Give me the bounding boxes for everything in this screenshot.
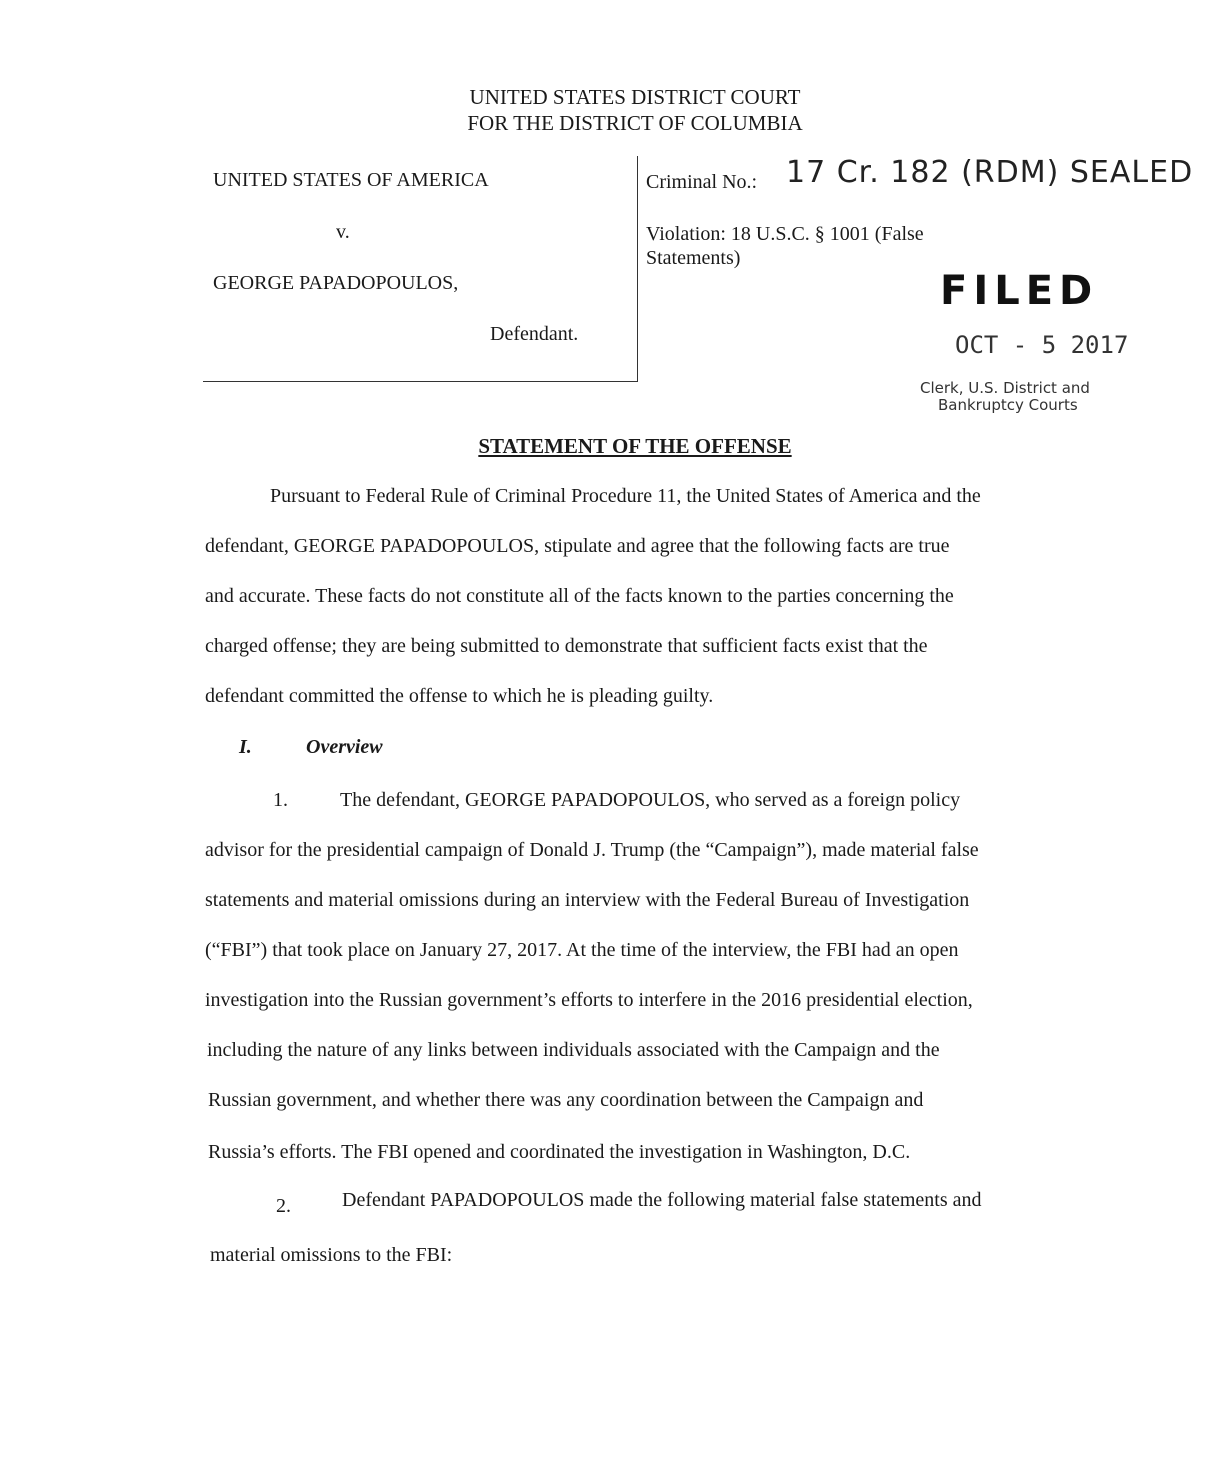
para2-line: material omissions to the FBI: (210, 1244, 453, 1266)
document-heading: STATEMENT OF THE OFFENSE (478, 434, 792, 458)
para1-line: Russian government, and whether there was any coordination between the Campaign and (208, 1089, 924, 1111)
violation-line2: Statements) (646, 247, 741, 269)
para1-line: investigation into the Russian government’s efforts to interfere in the 2016 presidential election, (205, 989, 973, 1011)
intro-line: charged offense; they are being submitted to demonstrate that sufficient facts exist that the (205, 635, 928, 657)
filed-stamp-clerk-line2: Bankruptcy Courts (938, 396, 1078, 414)
para2-line: Defendant PAPADOPOULOS made the following material false statements and (342, 1189, 982, 1211)
para1-line: statements and material omissions during an interview with the Federal Bureau of Investigation (205, 889, 970, 911)
intro-line: and accurate. These facts do not constitute all of the facts known to the parties concerning the (205, 585, 954, 607)
section-number: I. (239, 736, 252, 758)
para1-line: advisor for the presidential campaign of Donald J. Trump (the “Campaign”), made material false (205, 839, 979, 861)
caption-defendant-name: GEORGE PAPADOPOULOS, (213, 272, 459, 294)
caption-versus: v. (336, 221, 350, 243)
filed-stamp-clerk-line1: Clerk, U.S. District and (920, 379, 1090, 397)
para2-number: 2. (276, 1195, 291, 1217)
caption-defendant-label: Defendant. (490, 323, 579, 345)
section-title: Overview (306, 736, 383, 758)
filed-stamp: FILED (940, 268, 1099, 314)
court-title-line2: FOR THE DISTRICT OF COLUMBIA (467, 111, 803, 135)
intro-line: defendant committed the offense to which he is pleading guilty. (205, 685, 714, 707)
para1-number: 1. (273, 789, 288, 811)
intro-line: Pursuant to Federal Rule of Criminal Procedure 11, the United States of America and the (270, 485, 981, 507)
intro-line: defendant, GEORGE PAPADOPOULOS, stipulate and agree that the following facts are true (205, 535, 950, 557)
court-title (0, 84, 1205, 136)
para1-line: The defendant, GEORGE PAPADOPOULOS, who served as a foreign policy (340, 789, 961, 811)
para1-line: including the nature of any links between individuals associated with the Campaign and the (207, 1039, 940, 1061)
caption-plaintiff: UNITED STATES OF AMERICA (213, 169, 489, 191)
para1-line: Russia’s efforts. The FBI opened and coordinated the investigation in Washington, D.C. (208, 1141, 911, 1163)
filed-stamp-date: OCT - 5 2017 (955, 331, 1129, 359)
violation-line1: Violation: 18 U.S.C. § 1001 (False (646, 223, 924, 245)
court-title-line1: UNITED STATES DISTRICT COURT (469, 85, 801, 109)
caption-underline (203, 381, 638, 382)
caption-divider (637, 156, 638, 382)
criminal-no-handwritten: 17 Cr. 182 (RDM) SEALED (786, 155, 1194, 190)
criminal-no-label: Criminal No.: (646, 171, 758, 193)
para1-line: (“FBI”) that took place on January 27, 2017. At the time of the interview, the FBI had an open (205, 939, 959, 961)
